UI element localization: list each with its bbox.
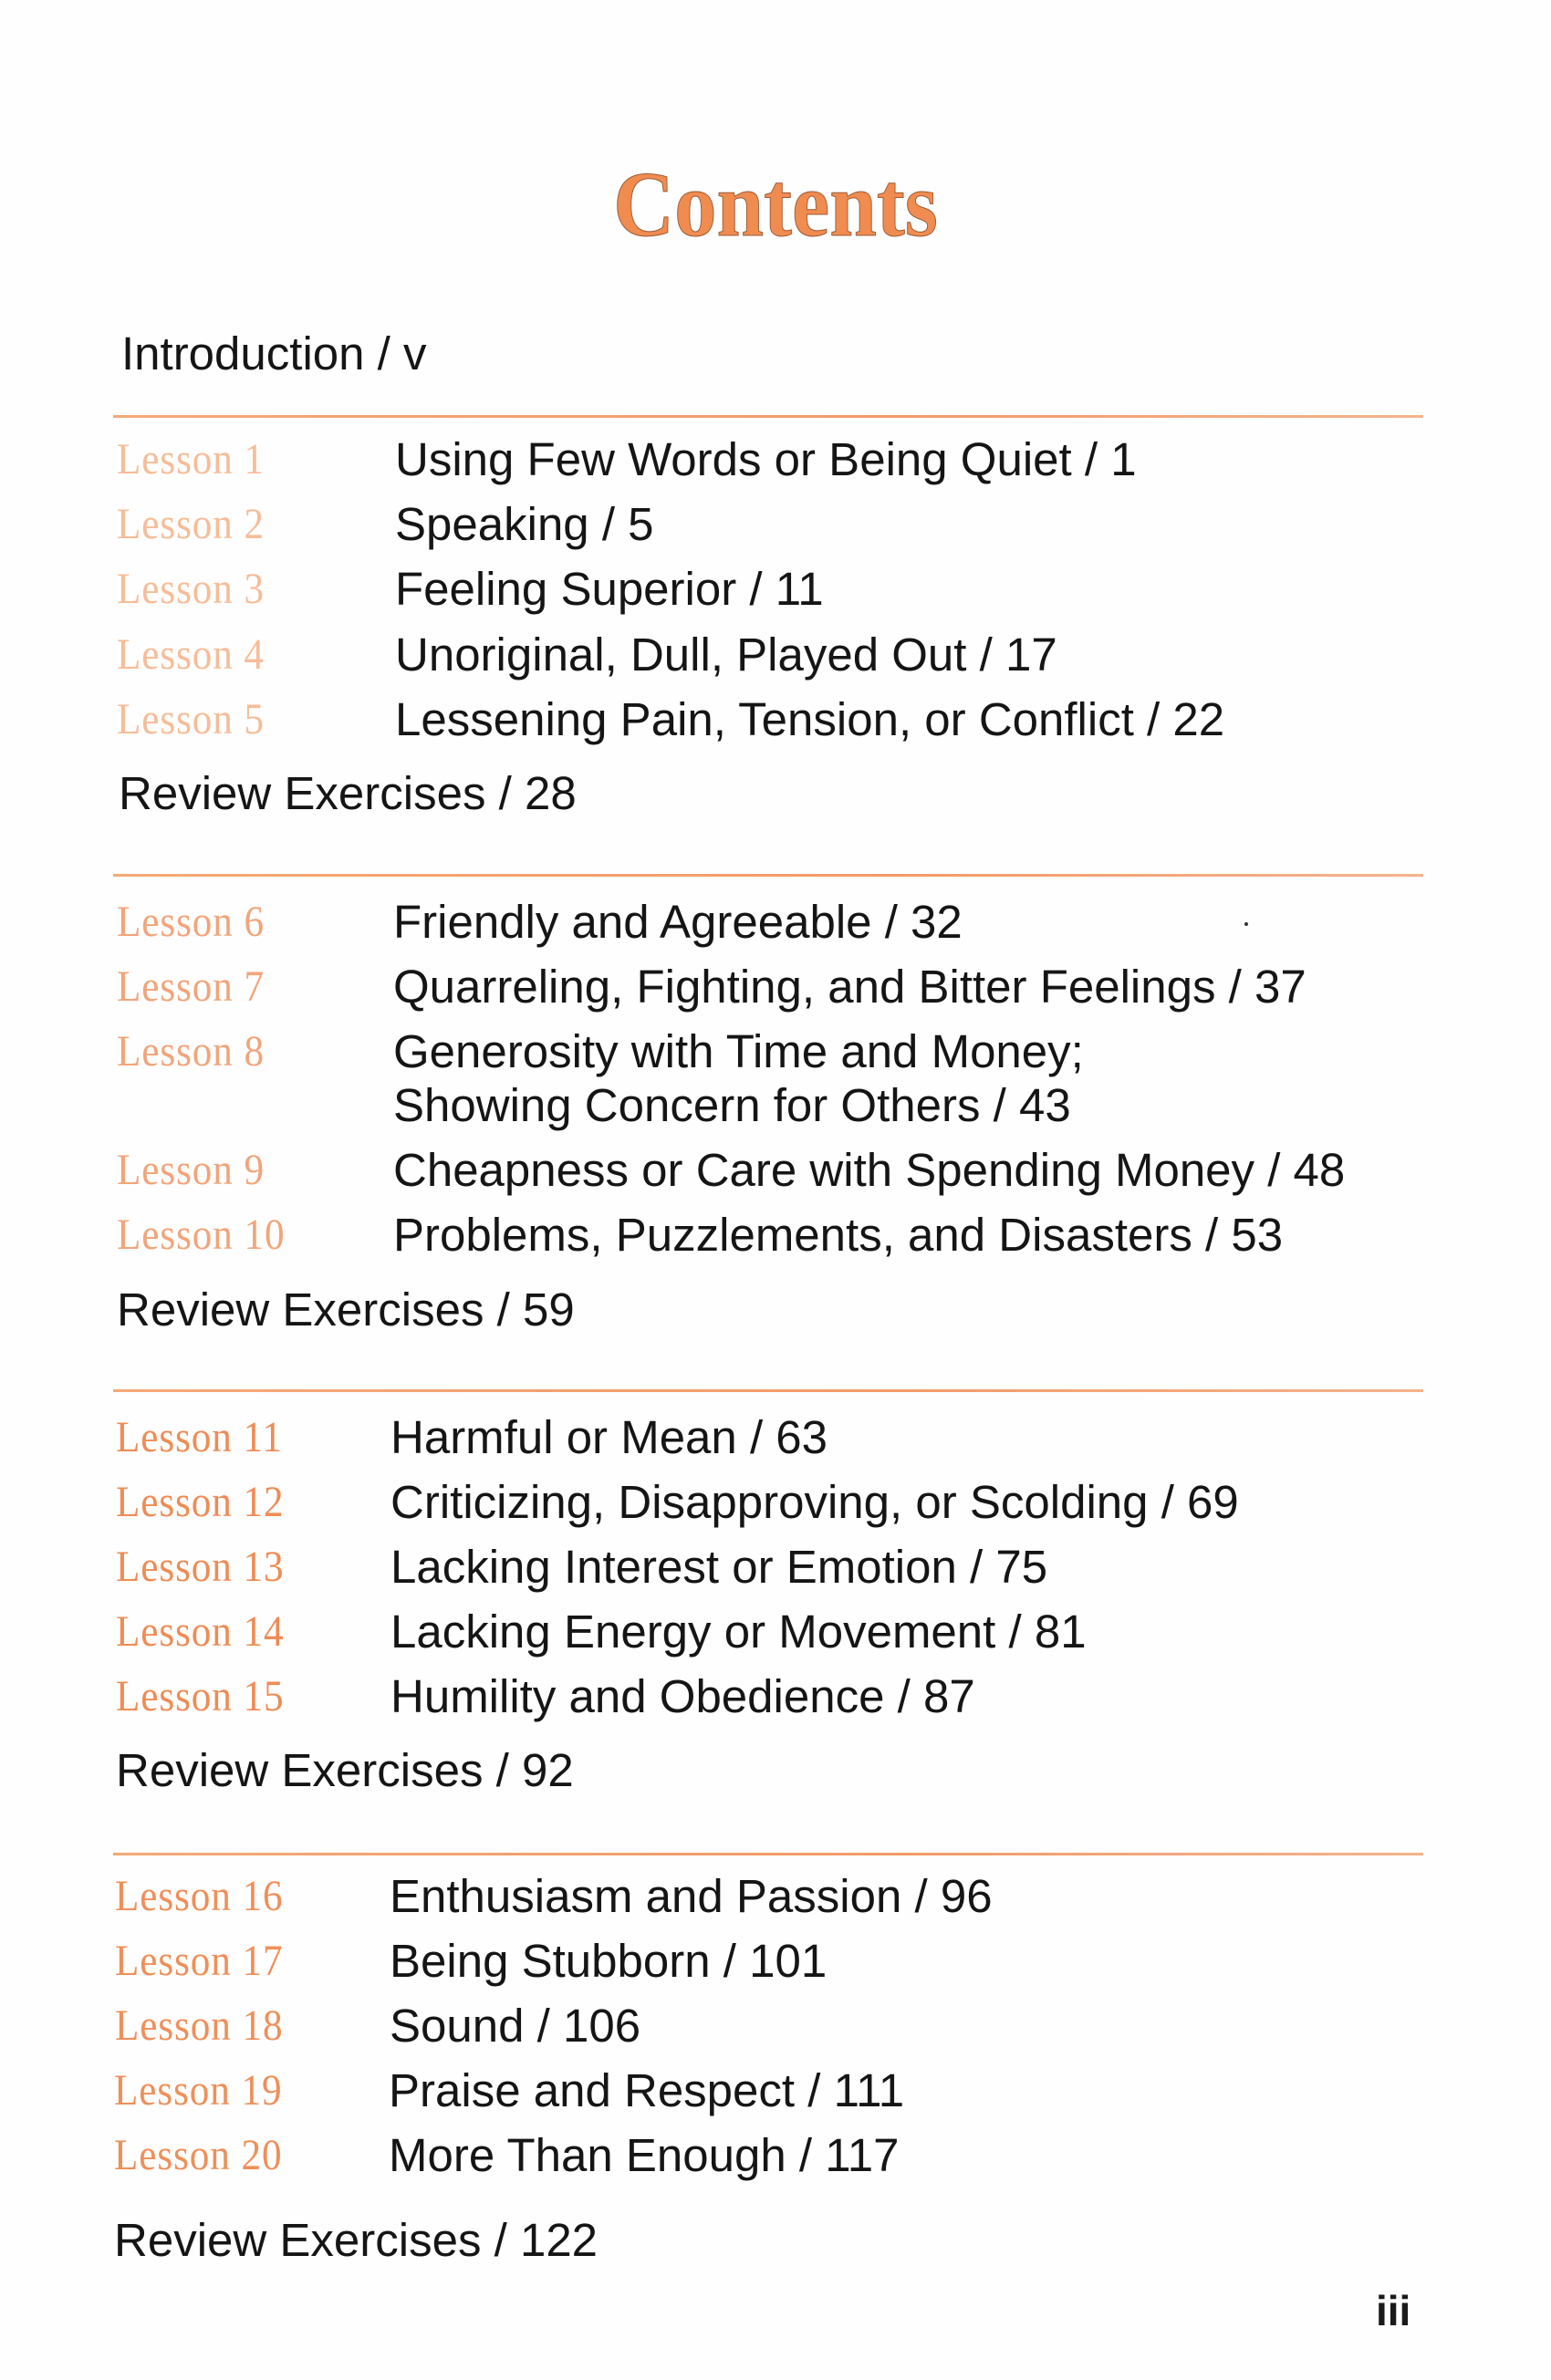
lesson-label: Lesson 1 bbox=[117, 435, 265, 483]
toc-review-exercises[interactable]: Review Exercises / 92 bbox=[116, 1744, 574, 1796]
lesson-label: Lesson 20 bbox=[114, 2131, 283, 2179]
toc-entry[interactable]: Friendly and Agreeable / 32 bbox=[393, 896, 963, 948]
lesson-label: Lesson 3 bbox=[117, 565, 265, 613]
lesson-label: Lesson 15 bbox=[116, 1672, 285, 1720]
toc-entry[interactable]: Harmful or Mean / 63 bbox=[390, 1411, 828, 1463]
section-divider bbox=[113, 1853, 1423, 1855]
toc-entry[interactable]: Quarreling, Fighting, and Bitter Feelings / 37 bbox=[393, 961, 1306, 1013]
toc-entry[interactable]: Criticizing, Disapproving, or Scolding / 69 bbox=[390, 1476, 1239, 1528]
toc-entry[interactable]: Praise and Respect / 111 bbox=[389, 2064, 905, 2116]
lesson-label: Lesson 13 bbox=[116, 1543, 285, 1591]
lesson-label: Lesson 12 bbox=[116, 1478, 285, 1526]
lesson-label: Lesson 10 bbox=[117, 1211, 286, 1259]
toc-entry[interactable]: Lessening Pain, Tension, or Conflict / 22 bbox=[395, 693, 1225, 745]
toc-entry[interactable]: Being Stubborn / 101 bbox=[390, 1935, 828, 1987]
scan-speck bbox=[1244, 922, 1248, 926]
lesson-label: Lesson 7 bbox=[117, 962, 265, 1011]
lesson-label: Lesson 6 bbox=[117, 898, 265, 946]
lesson-label: Lesson 9 bbox=[117, 1146, 265, 1194]
toc-entry[interactable]: Humility and Obedience / 87 bbox=[390, 1670, 975, 1722]
toc-entry[interactable]: Sound / 106 bbox=[390, 2000, 641, 2052]
toc-review-exercises[interactable]: Review Exercises / 59 bbox=[117, 1284, 575, 1336]
lesson-label: Lesson 4 bbox=[117, 630, 265, 679]
lesson-label: Lesson 5 bbox=[117, 695, 265, 743]
toc-entry[interactable]: Cheapness or Care with Spending Money / 48 bbox=[393, 1144, 1346, 1196]
toc-review-exercises[interactable]: Review Exercises / 28 bbox=[119, 767, 577, 819]
section-divider bbox=[113, 1389, 1423, 1392]
toc-entry-continuation[interactable]: Showing Concern for Others / 43 bbox=[393, 1079, 1071, 1131]
toc-entry[interactable]: Lacking Energy or Movement / 81 bbox=[390, 1606, 1087, 1658]
lesson-label: Lesson 2 bbox=[117, 500, 265, 548]
lesson-label: Lesson 16 bbox=[115, 1872, 284, 1920]
lesson-label: Lesson 18 bbox=[115, 2001, 284, 2050]
toc-entry[interactable]: Feeling Superior / 11 bbox=[395, 563, 824, 615]
lesson-label: Lesson 8 bbox=[117, 1027, 265, 1076]
lesson-label: Lesson 11 bbox=[116, 1413, 283, 1461]
toc-entry[interactable]: Problems, Puzzlements, and Disasters / 53 bbox=[393, 1209, 1284, 1261]
toc-introduction[interactable]: Introduction / v bbox=[121, 327, 427, 379]
toc-entry[interactable]: More Than Enough / 117 bbox=[389, 2129, 900, 2181]
page-number: iii bbox=[1376, 2287, 1411, 2334]
toc-entry[interactable]: Speaking / 5 bbox=[395, 498, 654, 550]
page-title: Contents bbox=[613, 153, 938, 256]
toc-entry[interactable]: Unoriginal, Dull, Played Out / 17 bbox=[395, 629, 1057, 681]
toc-review-exercises[interactable]: Review Exercises / 122 bbox=[114, 2214, 599, 2266]
section-divider bbox=[113, 415, 1423, 418]
section-divider bbox=[113, 874, 1423, 877]
toc-entry[interactable]: Generosity with Time and Money; bbox=[393, 1025, 1084, 1077]
lesson-label: Lesson 17 bbox=[115, 1937, 284, 1985]
toc-entry[interactable]: Enthusiasm and Passion / 96 bbox=[390, 1870, 993, 1922]
toc-entry[interactable]: Lacking Interest or Emotion / 75 bbox=[390, 1541, 1048, 1593]
lesson-label: Lesson 14 bbox=[116, 1607, 285, 1656]
toc-entry[interactable]: Using Few Words or Being Quiet / 1 bbox=[395, 433, 1137, 485]
lesson-label: Lesson 19 bbox=[114, 2066, 283, 2115]
